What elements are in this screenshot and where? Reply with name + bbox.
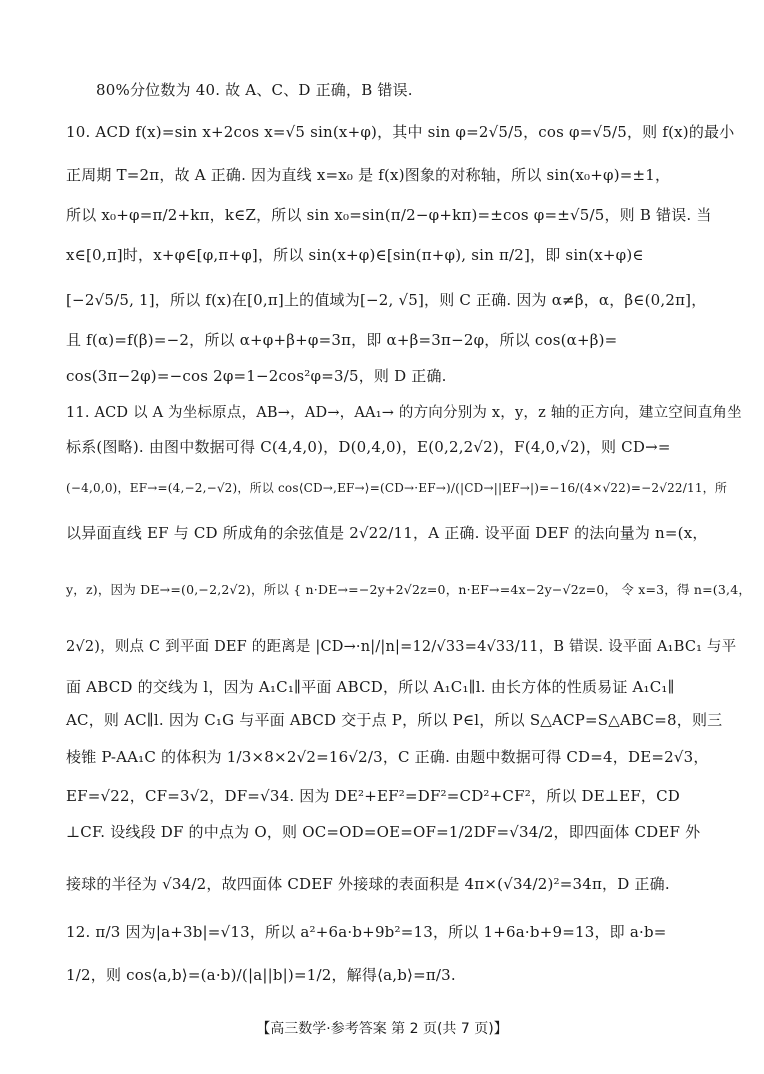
text-line: 棱锥 P-AA₁C 的体积为 1/3×8×2√2=16√2/3，C 正确. 由题中数据可得 CD=4，DE=2√3， — [66, 748, 709, 766]
text-line: 80%分位数为 40. 故 A、C、D 正确，B 错误. — [96, 81, 413, 99]
page-footer: 【高三数学·参考答案 第 2 页(共 7 页)】 — [256, 1021, 508, 1037]
text-line: 接球的半径为 √34/2，故四面体 CDEF 外接球的表面积是 4π×(√34/2)²=34π，D 正确. — [66, 875, 670, 893]
text-line: cos(3π−2φ)=−cos 2φ=1−2cos²φ=3/5，则 D 正确. — [66, 367, 447, 385]
text-line: (−4,0,0)，EF→=(4,−2,−√2)，所以 cos⟨CD→,EF→⟩=(CD→·EF→)/(|CD→||EF→|)=−16/(4×√22)=−2√22/11，所 — [66, 481, 728, 495]
text-line: 2√2)，则点 C 到平面 DEF 的距离是 |CD→·n|/|n|=12/√33=4√33/11，B 错误. 设平面 A₁BC₁ 与平 — [66, 639, 737, 655]
text-line: 以异面直线 EF 与 CD 所成角的余弦值是 2√22/11，A 正确. 设平面 DEF 的法向量为 n=(x， — [66, 524, 708, 542]
text-line: 12. π/3 因为|a+3b|=√13，所以 a²+6a·b+9b²=13，所以 1+6a·b+9=13，即 a·b= — [66, 923, 667, 941]
text-line: 所以 x₀+φ=π/2+kπ，k∈Z，所以 sin x₀=sin(π/2−φ+kπ)=±cos φ=±√5/5，则 B 错误. 当 — [66, 206, 712, 224]
text-line: 1/2，则 cos⟨a,b⟩=(a·b)/(|a||b|)=1/2，解得⟨a,b⟩=π/3. — [66, 966, 456, 984]
text-line: x∈[0,π]时，x+φ∈[φ,π+φ]，所以 sin(x+φ)∈[sin(π+φ), sin π/2]，即 sin(x+φ)∈ — [66, 246, 644, 264]
text-line: 11. ACD 以 A 为坐标原点，AB→，AD→，AA₁→ 的方向分别为 x，y，z 轴的正方向，建立空间直角坐 — [66, 405, 742, 421]
text-line: y，z)，因为 DE→=(0,−2,2√2)，所以 { n·DE→=−2y+2√2z=0，n·EF→=4x−2y−√2z=0， 令 x=3，得 n=(3,4， — [66, 582, 752, 597]
text-line: 10. ACD f(x)=sin x+2cos x=√5 sin(x+φ)，其中 sin φ=2√5/5，cos φ=√5/5，则 f(x)的最小 — [66, 123, 735, 141]
text-line: 面 ABCD 的交线为 l，因为 A₁C₁∥平面 ABCD，所以 A₁C₁∥l. 由长方体的性质易证 A₁C₁∥ — [66, 678, 675, 696]
text-line: ⊥CF. 设线段 DF 的中点为 O，则 OC=OD=OE=OF=1/2DF=√34/2，即四面体 CDEF 外 — [66, 823, 701, 841]
text-line: [−2√5/5, 1]，所以 f(x)在[0,π]上的值域为[−2, √5]，则 C 正确. 因为 α≠β，α，β∈(0,2π]， — [66, 291, 707, 309]
text-line: 且 f(α)=f(β)=−2，所以 α+φ+β+φ=3π，即 α+β=3π−2φ，所以 cos(α+β)= — [66, 331, 618, 349]
text-line: 正周期 T=2π，故 A 正确. 因为直线 x=x₀ 是 f(x)图象的对称轴，所以 sin(x₀+φ)=±1， — [66, 166, 671, 184]
text-line: 标系(图略). 由图中数据可得 C(4,4,0)，D(0,4,0)，E(0,2,2√2)，F(4,0,√2)，则 CD→= — [66, 438, 671, 456]
text-line: AC，则 AC∥l. 因为 C₁G 与平面 ABCD 交于点 P，所以 P∈l，所以 S△ACP=S△ABC=8，则三 — [66, 711, 723, 729]
text-line: EF=√22，CF=3√2，DF=√34. 因为 DE²+EF²=DF²=CD²+CF²，所以 DE⊥EF，CD — [66, 787, 681, 805]
